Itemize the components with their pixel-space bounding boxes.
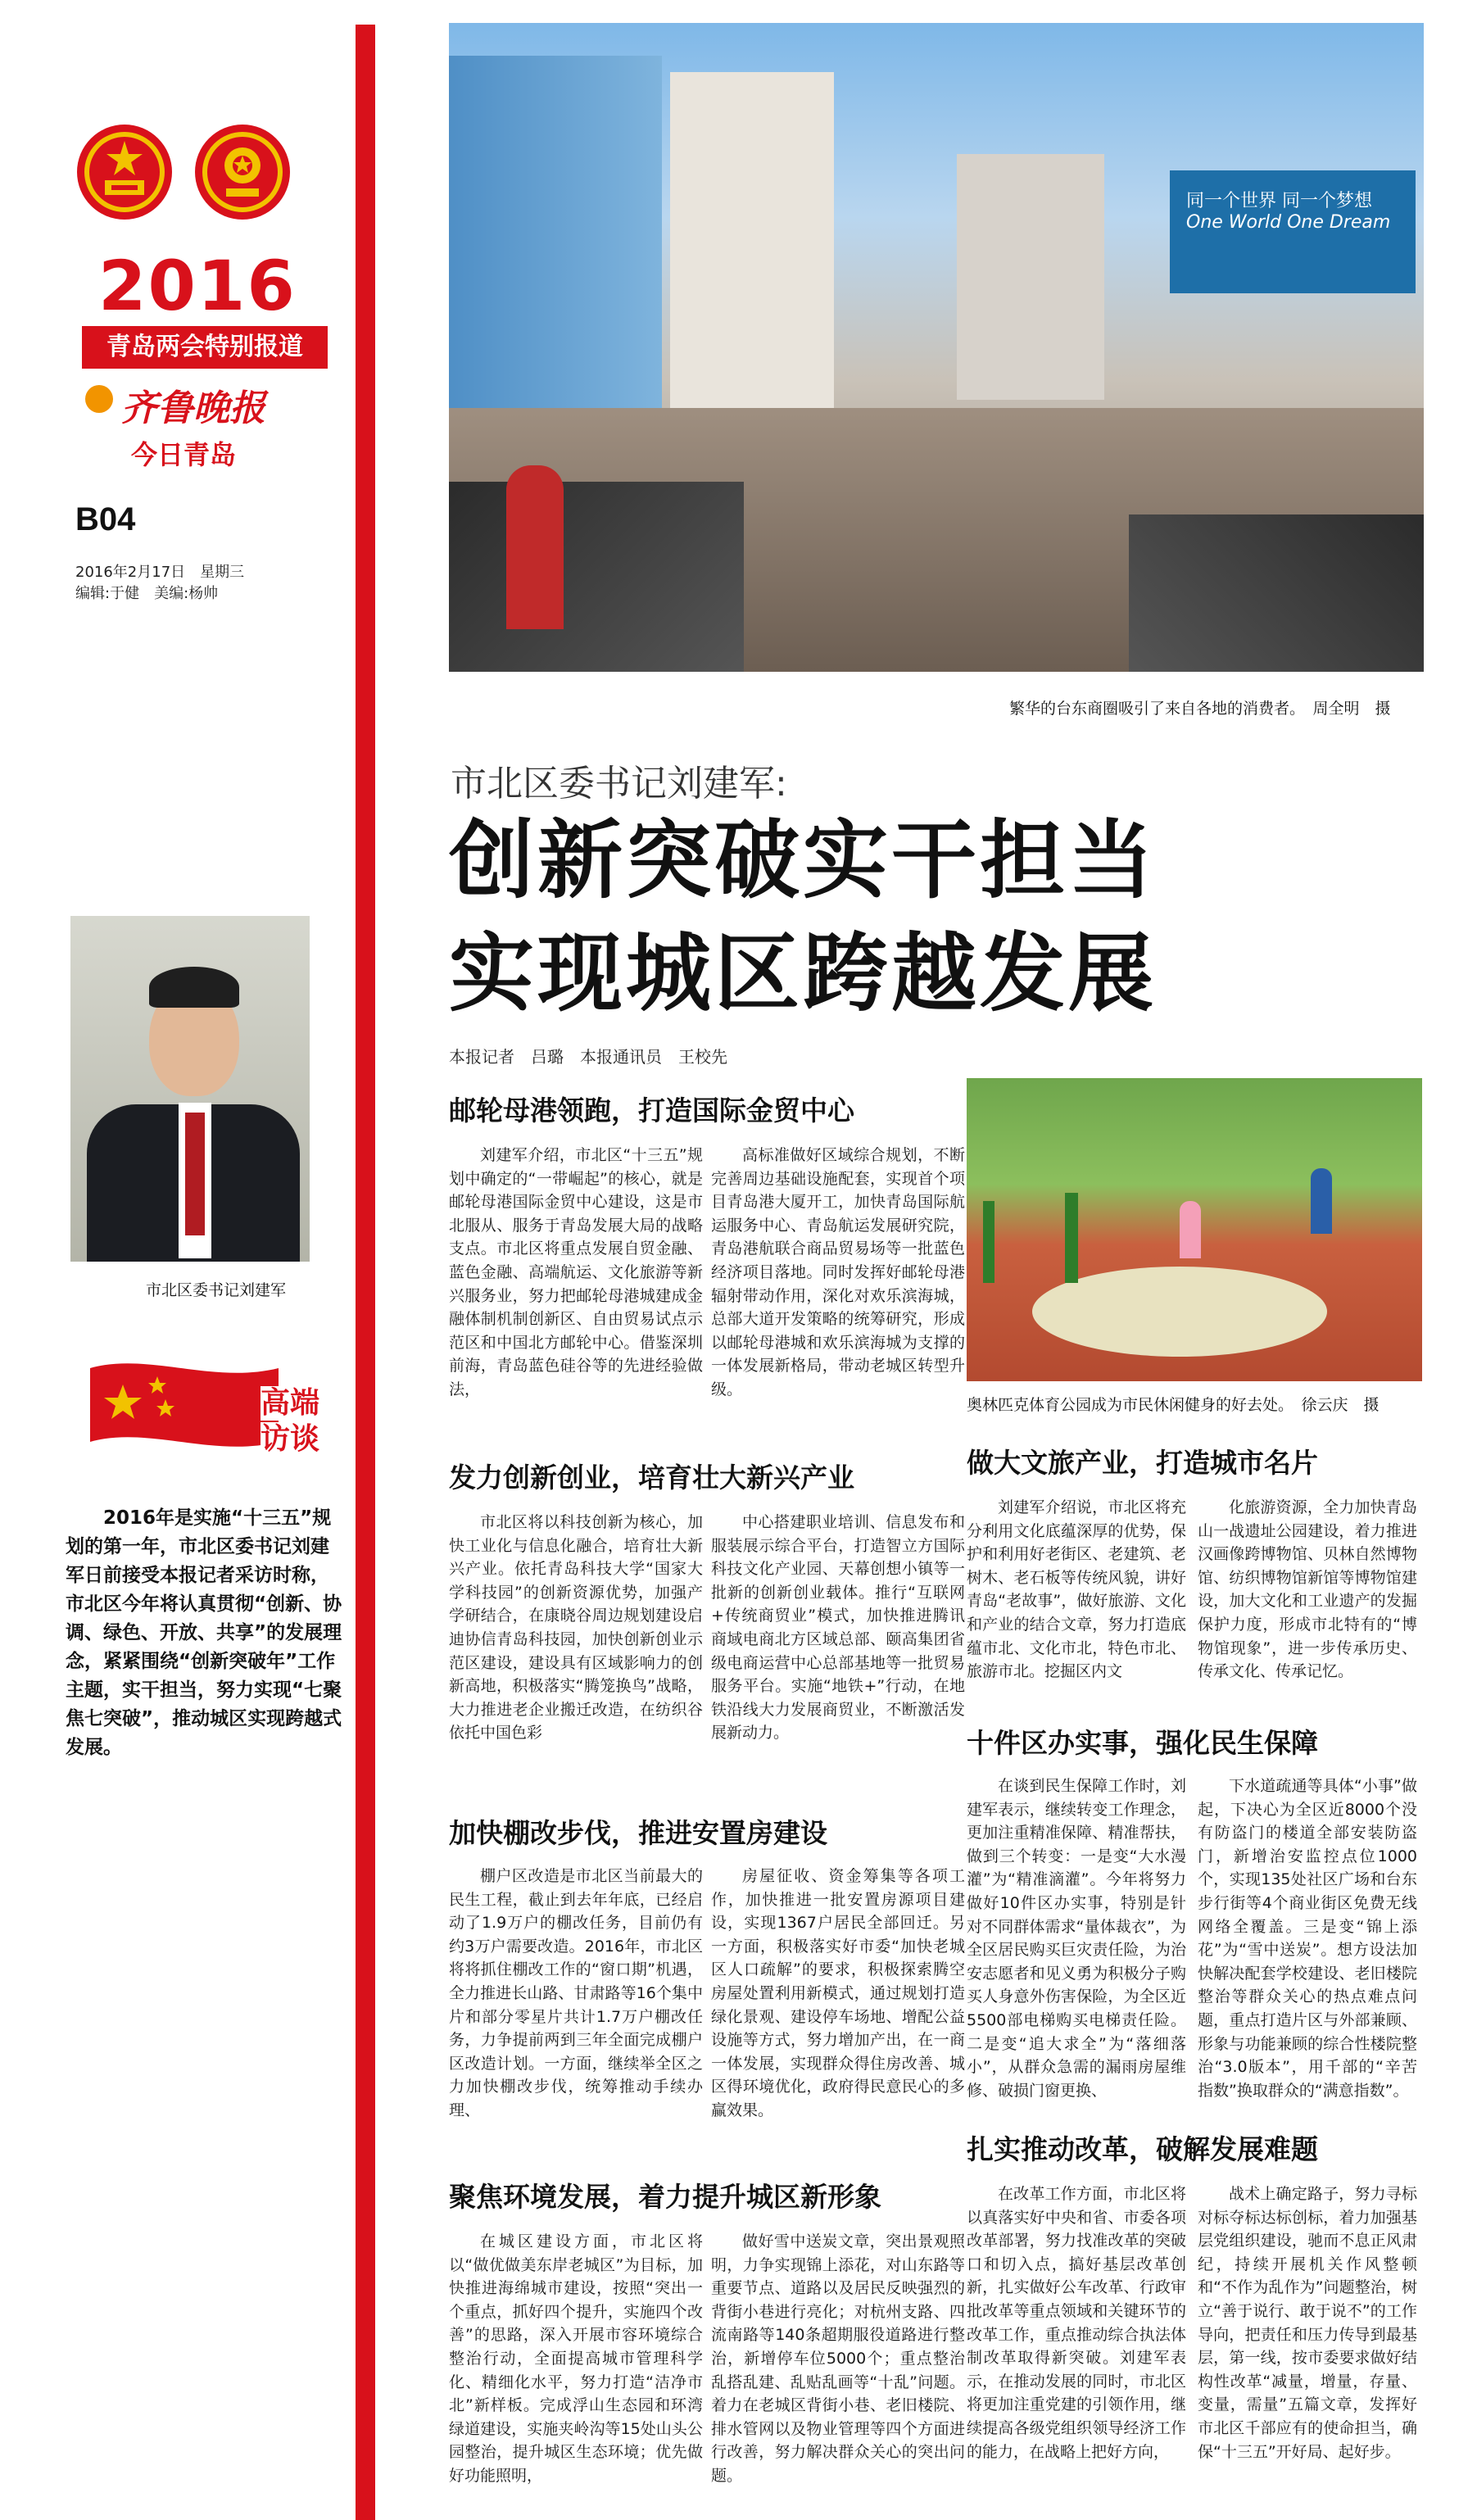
street-photo [449,23,1424,672]
tag-label-1: 高端 [261,1386,320,1420]
section-3-col-1: 棚户区改造是市北区当前最大的民生工程，截止到去年年底，已经启动了1.9万户的棚改任务，目前仍有约3万户需要改造。2016年，市北区将将抓住棚改工作的“窗口期”机遇，全力推进长山路、甘肃路等16个集中片和部分零星片共计1.7万户棚改任务，力争提前两到三年全面完成棚户区改造计划。一方面，继续举全区之力加快棚改步伐，统筹推动手续办理、 [449,1867,703,2119]
section-3-col-2: 房屋征收、资金筹集等各项工作，加快推进一批安置房源项目建设，实现1367户居民全部回迁。另一方面，积极落实好市委“加快老城区人口疏解”的要求，积极探索腾空房屋处置利用新模式，通过规划打造绿化景观、建设停车场地、增配公益设施等方式，努力增加产出，在一商一体发展，实现群众得住房改善、城区得环境优化，政府得民意民心的多赢效果。 [711,1867,965,2119]
section-7-col-1: 在改革工作方面，市北区将以真落实好中央和省、市委各项改革部署，努力找准改革的突破口和切入点，搞好基层改革创新，扎实做好公车改革、行政审批改革等重点领域和关键环节的改革工作，重点推动综合执法体制改革取得新突破。刘建军表示，在推动发展的同时，市北区将更加注重党建的引领作用，继续提高各级党组织领导经济工作的能力，在战略上把好方向， [967,2185,1186,2461]
section-2-col-2: 中心搭建职业培训、信息发布和服装展示综合平台，打造智立方国际科技文化产业园、天幕创想小镇等一批新的创新创业载体。推行“互联网+传统商贸业”模式，加快推进腾讯商域电商北方区域总部、颐高集团省级电商运营中心总部基地等一批贸易服务平台。实施“地铁+”行动，在地铁沿线大力发展商贸业，不断激活发展新动力。 [711,1513,965,1743]
billboard [1170,170,1416,293]
intro-paragraph: 2016年是实施“十三五”规划的第一年，市北区委书记刘建军日前接受本报记者采访时称，市北区今年将认真贯彻“创新、协调、绿色、开放、共享”的发展理念，紧紧围绕“创新突破年”工作主题，实干担当，努力实现“七聚焦七突破”，推动城区实现跨越式发展。 [66,1507,342,1758]
escalator-right [1129,514,1424,672]
section-1-col-2: 高标准做好区域综合规划，不断完善周边基础设施配套，实现首个项目青岛港大厦开工，加快青岛国际航运服务中心、青岛航运发展研究院，青岛港航联合商品贸易场等一批蓝色经济项目落地。同时发挥好邮轮母港辐射带动作用，深化对欢乐滨海城，总部大道开发策略的统筹研究，形成以邮轮母港城和欢乐滨海城为支撑的一体发展新格局，带动老城区转型升级。 [711,1146,965,1398]
billboard-text-en: One World One Dream [1186,212,1391,233]
section-4-col-1: 在城区建设方面，市北区将以“做优做美东岸老城区”为目标，加快推进海绵城市建设，按照“突出一个重点，抓好四个提升，实施四个改善”的思路，深入开展市容环境综合整治行动，全面提高城市管理科学化、精细化水平，努力打造“洁净市北”新样板。完成浮山生态园和环湾绿道建设，实施夹岭沟等15处山头公园整治，提升城区生态环境；优先做好功能照明， [449,2232,703,2485]
section-7-heading: 扎实推动改革，破解发展难题 [967,2133,1318,2165]
section-1-col-1: 刘建军介绍，市北区“十三五”规划中确定的“一带崛起”的核心，就是邮轮母港国际金贸中心建设，这是市北服从、服务于青岛发展大局的战略支点。市北区将重点发展自贸金融、蓝色金融、高端航运、文化旅游等新兴服务业，努力把邮轮母港城建成金融体制机制创新区、自由贸易试点示范区和中国北方邮轮中心。借鉴深圳前海，青岛蓝色硅谷等的先进经验做法， [449,1146,703,1398]
billboard-text-cn: 同一个世界 同一个梦想 [1186,191,1372,211]
byline: 本报记者 吕璐 本报通讯员 王校先 [449,1047,727,1067]
escalator-left [449,482,744,672]
page-code: B04 [75,501,136,537]
section-1-heading: 邮轮母港领跑，打造国际金贸中心 [449,1095,854,1126]
page-meta [75,562,244,605]
top-photo-caption: 繁华的台东商圈吸引了来自各地的消费者。 周全明 摄 [1009,700,1391,718]
tag-label-2: 访谈 [261,1422,320,1456]
section-7-col-2: 战术上确定路子，努力寻标对标夺标达标创标，着力加强基层党组织建设，驰而不息正风肃纪，持续开展机关作风整顿和“不作为乱作为”问题整治，树立“善于说行、敢于说不”的工作导向，把责任和压力传导到最基层，第一线，按市委要求做好结构性改革“减量，增量，存量、变量，需量”五篇文章，发挥好市北区千部应有的使命担当，确保“十三五”开好局、起好步。 [1198,2185,1417,2461]
red-divider-bar [356,25,375,2520]
section-4-heading: 聚焦环境发展，着力提升城区新形象 [449,2181,881,2213]
park-photo-caption: 奥林匹克体育公园成为市民休闲健身的好去处。 徐云庆 摄 [967,1396,1380,1414]
section-4-col-2: 做好雪中送炭文章，突出景观照明，力争实现锦上添花，对山东路等重要节点、道路以及居民反映强烈的背街小巷进行亮化；对杭州支路、四流南路等140条超期服役道路进行整治，新增停车位5000个；重点整治乱搭乱建、乱贴乱画等“十乱”问题。着力在老城区背街小巷、老旧楼院、排水管网以及物业管理等四个方面进行改善，努力解决群众关心的突出问题。 [711,2232,965,2485]
building-center [670,72,834,416]
park-equipment-2 [983,1201,994,1283]
special-report-banner: 青岛两会特别报道 [82,326,328,369]
section-2-col-1: 市北区将以科技创新为核心，加快工业化与信息化融合，培育壮大新兴产业。依托青岛科技大学“国家大学科技园”的创新资源优势，加强产学研结合，在康晓谷周边规划建设启迪协信青岛科技园，加快创新创业示范区建设，建设具有区域影响力的创新高地，积极落实“腾笼换鸟”战略，大力推进老企业搬迁改造，在纺织谷依托中国色彩 [449,1513,703,1743]
shopper-figure [506,465,564,629]
editor-credits: 编辑:于健 美编:杨帅 [75,585,219,602]
newspaper-name: 齐鲁晚报 [121,388,265,429]
section-5-heading: 做大文旅产业，打造城市名片 [967,1447,1318,1479]
newspaper-logo-icon [85,385,113,413]
portrait-caption: 市北区委书记刘建军 [146,1281,287,1299]
headline-line-2: 实现城区跨越发展 [449,923,1158,1023]
interview-tag [82,1352,344,1466]
child-figure-2 [1311,1168,1332,1234]
child-figure-1 [1180,1201,1201,1258]
building-right [957,154,1104,400]
section-6-col-1: 在谈到民生保障工作时，刘建军表示，继续转变工作理念，更加注重精准保障、精准帮扶，做到三个转变：一是变“大水漫灌”为“精准滴灌”。今年将努力做好10件区办实事，特别是针对不同群体需求“量体裁衣”，为全区居民购买巨灾责任险，为治安志愿者和见义勇为积极分子购买人身意外伤害保险，为全区近5500部电梯购买电梯责任险。二是变“追大求全”为“落细落小”，从群众急需的漏雨房屋维修、破损门窗更换、 [967,1777,1186,2100]
article-subtitle: 市北区委书记刘建军: [451,763,787,804]
section-6-heading: 十件区办实事，强化民生保障 [967,1727,1318,1759]
section-5-col-2: 化旅游资源，全力加快青岛山一战遗址公园建设，着力推进汉画像跨博物馆、贝林自然博物馆、纺织博物馆新馆等博物馆建设，加大文化和工业遗产的发掘保护力度，形成市北特有的“博物馆现象”，进一步传承历史、传承文化、传承记忆。 [1198,1498,1417,1681]
section-2-heading: 发力创新创业，培育壮大新兴产业 [449,1462,854,1493]
section-3-heading: 加快棚改步伐，推进安置房建设 [449,1817,827,1849]
headline-line-1: 创新突破实干担当 [449,810,1158,910]
section-name: 今日青岛 [131,439,237,470]
section-5-col-1: 刘建军介绍说，市北区将充分利用文化底蕴深厚的优势，保护和利用好老街区、老建筑、老树木、老石板等传统风貌，讲好青岛“老故事”，做好旅游、文化和产业的结合文章，努力打造底蕴市北、文化市北，特色市北、旅游市北。挖掘区内文 [967,1498,1186,1681]
issue-date: 2016年2月17日 星期三 [75,564,245,581]
national-emblem-icon [75,123,174,221]
section-6-col-2: 下水道疏通等具体“小事”做起，下决心为全区近8000个没有防盗门的楼道全部安装防盗门，新增治安监控点位1000个，实现135处社区广场和台东步行街等4个商业街区免费无线网络全覆盖。三是变“锦上添花”为“雪中送炭”。想方设法加快解决配套学校建设、老旧楼院整治等群众关心的热点难点问题，重点打造片区与外部兼顾、形象与功能兼顾的综合性楼院整治“3.0版本”，用千部的“辛苦指数”换取群众的“满意指数”。 [1198,1777,1417,2100]
portrait-tie [185,1113,205,1235]
portrait-hair [149,967,239,1008]
portrait-photo [70,916,310,1262]
cppcc-emblem-icon [193,123,292,221]
park-equipment-1 [1065,1193,1078,1283]
year-label: 2016 [98,246,297,326]
park-photo [967,1078,1422,1381]
